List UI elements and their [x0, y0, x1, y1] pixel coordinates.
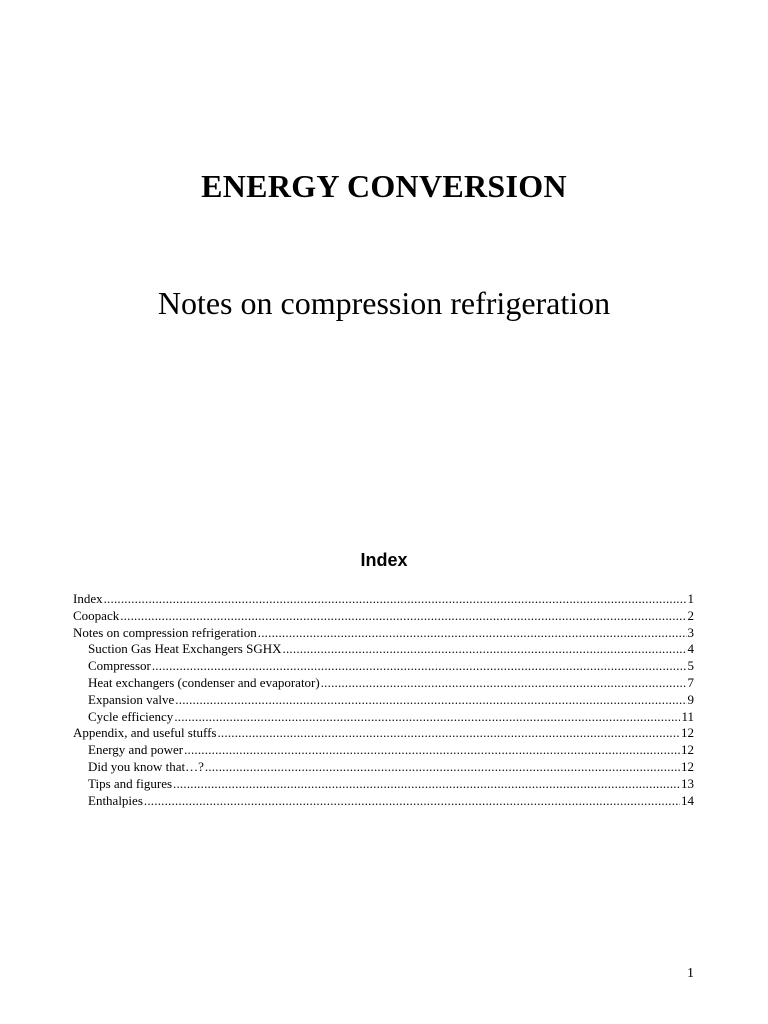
toc-entry[interactable] — [73, 776, 694, 793]
toc-entry-label: Notes on compression refrigeration — [73, 624, 257, 640]
toc-entry-page: 12 — [681, 725, 694, 741]
toc-dot-leader — [184, 742, 680, 759]
page-number: 1 — [687, 966, 694, 981]
toc-entry[interactable] — [73, 608, 694, 625]
toc-dot-leader — [205, 759, 680, 776]
toc-entry[interactable] — [73, 641, 694, 658]
toc-entry-page: 2 — [687, 607, 694, 623]
toc-entry-label: Appendix, and useful stuffs — [73, 725, 217, 741]
toc-entry-page: 12 — [681, 742, 694, 758]
document-subtitle: Notes on compression refrigeration — [157, 285, 611, 321]
toc-entry[interactable] — [73, 591, 694, 608]
toc-dot-leader — [283, 641, 687, 658]
toc-entry-page: 13 — [681, 775, 694, 791]
toc-entry-page: 12 — [681, 758, 694, 774]
toc-entry-page: 1 — [687, 591, 694, 606]
toc-entry-label: Did you know that…? — [88, 758, 204, 774]
toc-entry-label: Heat exchangers (condenser and evaporator) — [88, 674, 320, 690]
toc-entry-page: 5 — [687, 658, 694, 674]
toc-entry[interactable] — [73, 658, 694, 675]
index-heading: Index — [360, 550, 408, 570]
toc-entry-label: Index — [73, 591, 103, 606]
toc-entry[interactable] — [73, 725, 694, 742]
toc-entry[interactable] — [73, 625, 694, 642]
toc-entry-page: 4 — [687, 641, 694, 657]
toc-entry-label: Compressor — [88, 658, 151, 674]
toc-entry[interactable] — [73, 709, 694, 726]
toc-dot-leader — [321, 675, 687, 692]
toc-dot-leader — [258, 625, 687, 642]
toc-entry-label: Energy and power — [88, 742, 184, 758]
toc-dot-leader — [174, 709, 680, 726]
toc-entry[interactable] — [73, 742, 694, 759]
toc-entry-page: 3 — [687, 624, 694, 640]
toc-entry-label: Coopack — [73, 607, 120, 623]
toc-entry[interactable] — [73, 675, 694, 692]
toc-entry-page: 14 — [681, 792, 694, 808]
toc-entry[interactable] — [73, 793, 694, 810]
document-title: ENERGY CONVERSION — [201, 168, 567, 204]
toc-dot-leader — [173, 776, 680, 793]
toc-dot-leader — [217, 725, 680, 742]
toc-dot-leader — [104, 591, 687, 608]
toc-dot-leader — [144, 793, 680, 810]
toc-entry-label: Tips and figures — [88, 775, 173, 791]
toc-entry[interactable] — [73, 759, 694, 776]
toc-entry-label: Enthalpies — [88, 792, 143, 808]
toc-entry-label: Expansion valve — [88, 691, 175, 707]
toc-entry-page: 11 — [681, 708, 694, 724]
toc-dot-leader — [175, 692, 686, 709]
toc-entry-page: 9 — [687, 691, 694, 707]
toc-dot-leader — [152, 658, 687, 675]
table-of-contents — [73, 591, 694, 809]
toc-entry-label: Cycle efficiency — [88, 708, 174, 724]
toc-entry-page: 7 — [687, 674, 694, 690]
toc-entry[interactable] — [73, 692, 694, 709]
toc-entry-label: Suction Gas Heat Exchangers SGHX — [88, 641, 282, 657]
toc-dot-leader — [120, 608, 686, 625]
